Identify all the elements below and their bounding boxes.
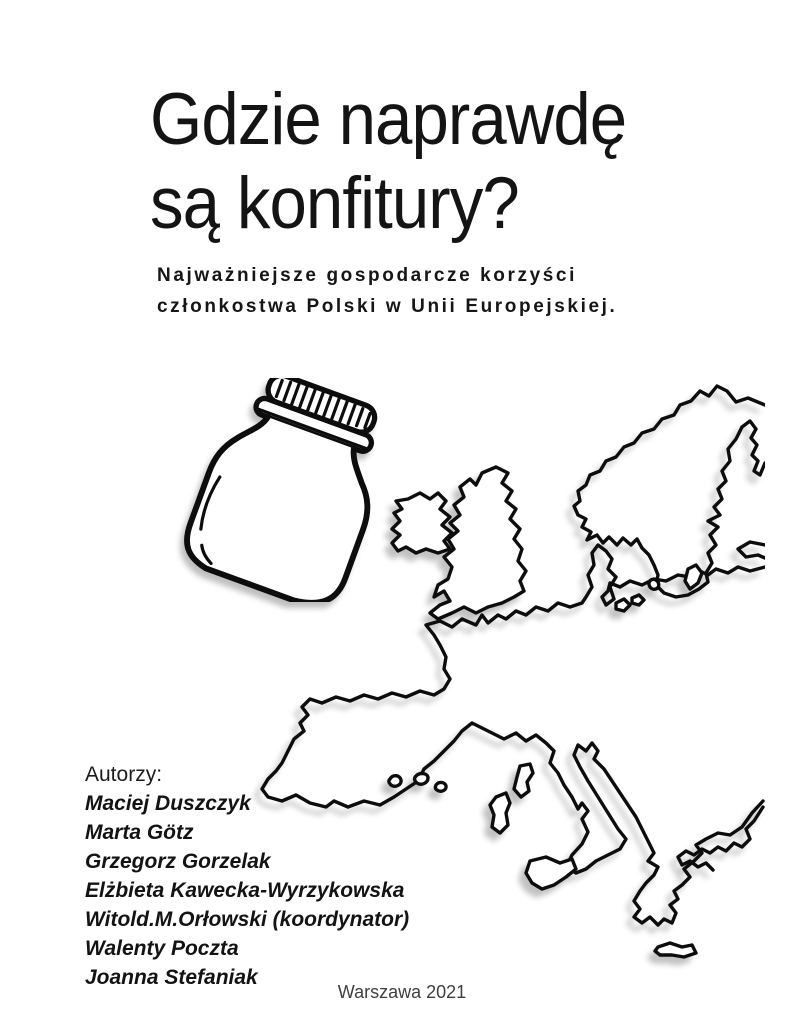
authors-block: [85, 760, 409, 992]
map-balearics-3: [435, 782, 446, 791]
page-subtitle-line2: członkostwa Polski w Unii Europejskiej.: [157, 296, 618, 317]
map-scandinavia: [574, 386, 765, 597]
author-name: Maciej Duszczyk: [85, 792, 251, 815]
author-name: Walenty Poczta: [85, 937, 239, 960]
page-title: [150, 78, 626, 246]
map-sicily: [526, 857, 576, 889]
page-subtitle: [157, 260, 617, 322]
map-estonia-coast: [738, 542, 765, 558]
author-name: Grzegorz Gorzelak: [85, 850, 271, 873]
page-title-line2: są konfitury?: [150, 163, 519, 244]
map-ireland: [392, 493, 452, 553]
author-name: Joanna Stefaniak: [85, 966, 258, 989]
authors-label: Autorzy:: [85, 763, 163, 786]
map-sardinia: [490, 793, 510, 833]
author-name: Witold.M.Orłowski (koordynator): [85, 908, 410, 931]
footer-place-year: Warszawa 2021: [337, 982, 467, 1002]
map-danish-islands-2: [632, 595, 644, 605]
page-title-line1: Gdzie naprawdę: [150, 79, 627, 160]
author-name: Marta Götz: [85, 821, 194, 844]
map-crete: [655, 943, 696, 957]
map-danish-islands: [616, 599, 630, 611]
map-balearics-2: [415, 774, 428, 785]
authors-list: [85, 789, 409, 992]
map-oland: [649, 579, 659, 589]
author-name: Elżbieta Kawecka-Wyrzykowska: [85, 879, 405, 902]
page-subtitle-line1: Najważniejsze gospodarcze korzyści: [157, 265, 577, 286]
map-corsica: [514, 764, 533, 797]
map-gotland: [685, 565, 702, 589]
